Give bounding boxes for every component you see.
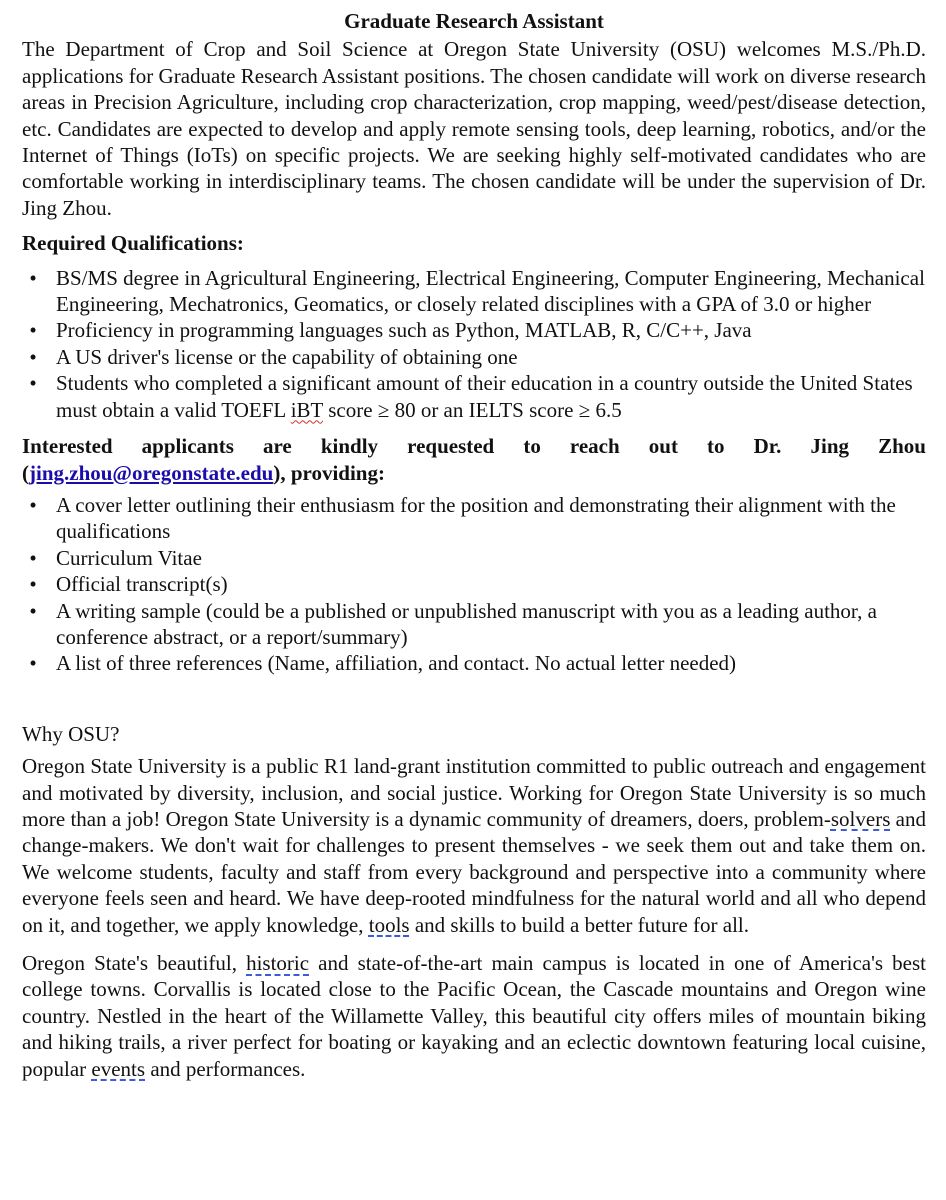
list-item: • Proficiency in programming languages such as Python, MATLAB, R, C/C++, Java [22, 317, 926, 343]
spelling-flag[interactable]: iBT [290, 397, 323, 422]
application-instructions: Interested applicants are kindly requested to reach out to Dr. Jing Zhou (jing.zhou@oregonstate.edu), providing: [22, 434, 926, 485]
bullet-icon: • [29, 572, 37, 597]
why-osu-paragraph-2: Oregon State's beautiful, historic and state-of-the-art main campus is located in one of America's best college towns. Corvallis is located close to the Pacific Ocean, the Cascade mountains and Oregon wine country. Nestled in the heart of the Willamette Valley, this beautiful city offers miles of mountain biking and hiking trails, a river perfect for boating or kayaking and an eclectic downtown featuring local cuisine, popular events and performances. [22, 951, 926, 1081]
grammar-flag[interactable]: solvers [830, 806, 891, 831]
intro-paragraph: The Department of Crop and Soil Science at Oregon State University (OSU) welcomes M.S./Ph.D. applications for Graduate Research Assistant positions. The chosen candidate will work on diverse research areas in Precision Agriculture, including crop characterization, crop mapping, weed/pest/disease detection, etc. Candidates are expected to develop and apply remote sensing tools, deep learning, robotics, and/or the Internet of Things (IoTs) on specific projects. We are seeking highly self-motivated candidates who are comfortable working in interdisciplinary teams. The chosen candidate will be under the supervision of Dr. Jing Zhou. [22, 37, 926, 220]
qualifications-heading: Required Qualifications: [22, 231, 244, 256]
bullet-icon: • [29, 265, 37, 290]
bullet-icon: • [29, 318, 37, 343]
bullet-icon: • [29, 371, 37, 396]
list-item: • A US driver's license or the capability of obtaining one [22, 344, 926, 370]
grammar-flag[interactable]: tools [368, 912, 410, 937]
grammar-flag[interactable]: historic [246, 951, 310, 975]
list-item: • A cover letter outlining their enthusiasm for the position and demonstrating their alignment with the qualifications [22, 492, 926, 545]
bullet-icon: • [29, 651, 37, 676]
list-item: • Curriculum Vitae [22, 545, 926, 571]
list-item: • A list of three references (Name, affiliation, and contact. No actual letter needed) [22, 650, 926, 676]
bullet-icon: • [29, 545, 37, 570]
list-item: • BS/MS degree in Agricultural Engineering, Electrical Engineering, Computer Engineering, Mechanical Engineering, Mechatronics, Geomatics, or closely related disciplines with a GPA of 3.0 or higher [22, 265, 926, 318]
email-link[interactable]: jing.zhou@oregonstate.edu [29, 460, 274, 485]
page-title: Graduate Research Assistant [344, 9, 604, 33]
bullet-icon: • [29, 598, 37, 623]
list-item: • Official transcript(s) [22, 571, 926, 597]
why-osu-paragraph-1: Oregon State University is a public R1 land-grant institution committed to public outreach and engagement and motivated by diversity, inclusion, and social justice. Working for Oregon State University is so much more than a job! Oregon State University is a dynamic community of dreamers, doers, problem-solvers and change-makers. We don't wait for challenges to present themselves - we seek them out and take them on. We welcome students, faculty and staff from every background and perspective into a community where everyone feels seen and heard. We have deep-rooted mindfulness for the natural world and all who depend on it, and together, we apply knowledge, tools and skills to build a better future for all. [22, 754, 926, 937]
application-materials-list [22, 492, 926, 677]
why-osu-heading: Why OSU? [22, 721, 120, 746]
list-item: • A writing sample (could be a published or unpublished manuscript with you as a leading author, a conference abstract, or a report/summary) [22, 598, 926, 651]
qualifications-list [22, 265, 926, 423]
grammar-flag[interactable]: events [91, 1056, 146, 1081]
list-item: • Students who completed a significant amount of their education in a country outside the United States must obtain a valid TOEFL iBT score ≥ 80 or an IELTS score ≥ 6.5 [22, 370, 926, 423]
bullet-icon: • [29, 492, 37, 517]
bullet-icon: • [29, 344, 37, 369]
spacer [22, 677, 926, 721]
